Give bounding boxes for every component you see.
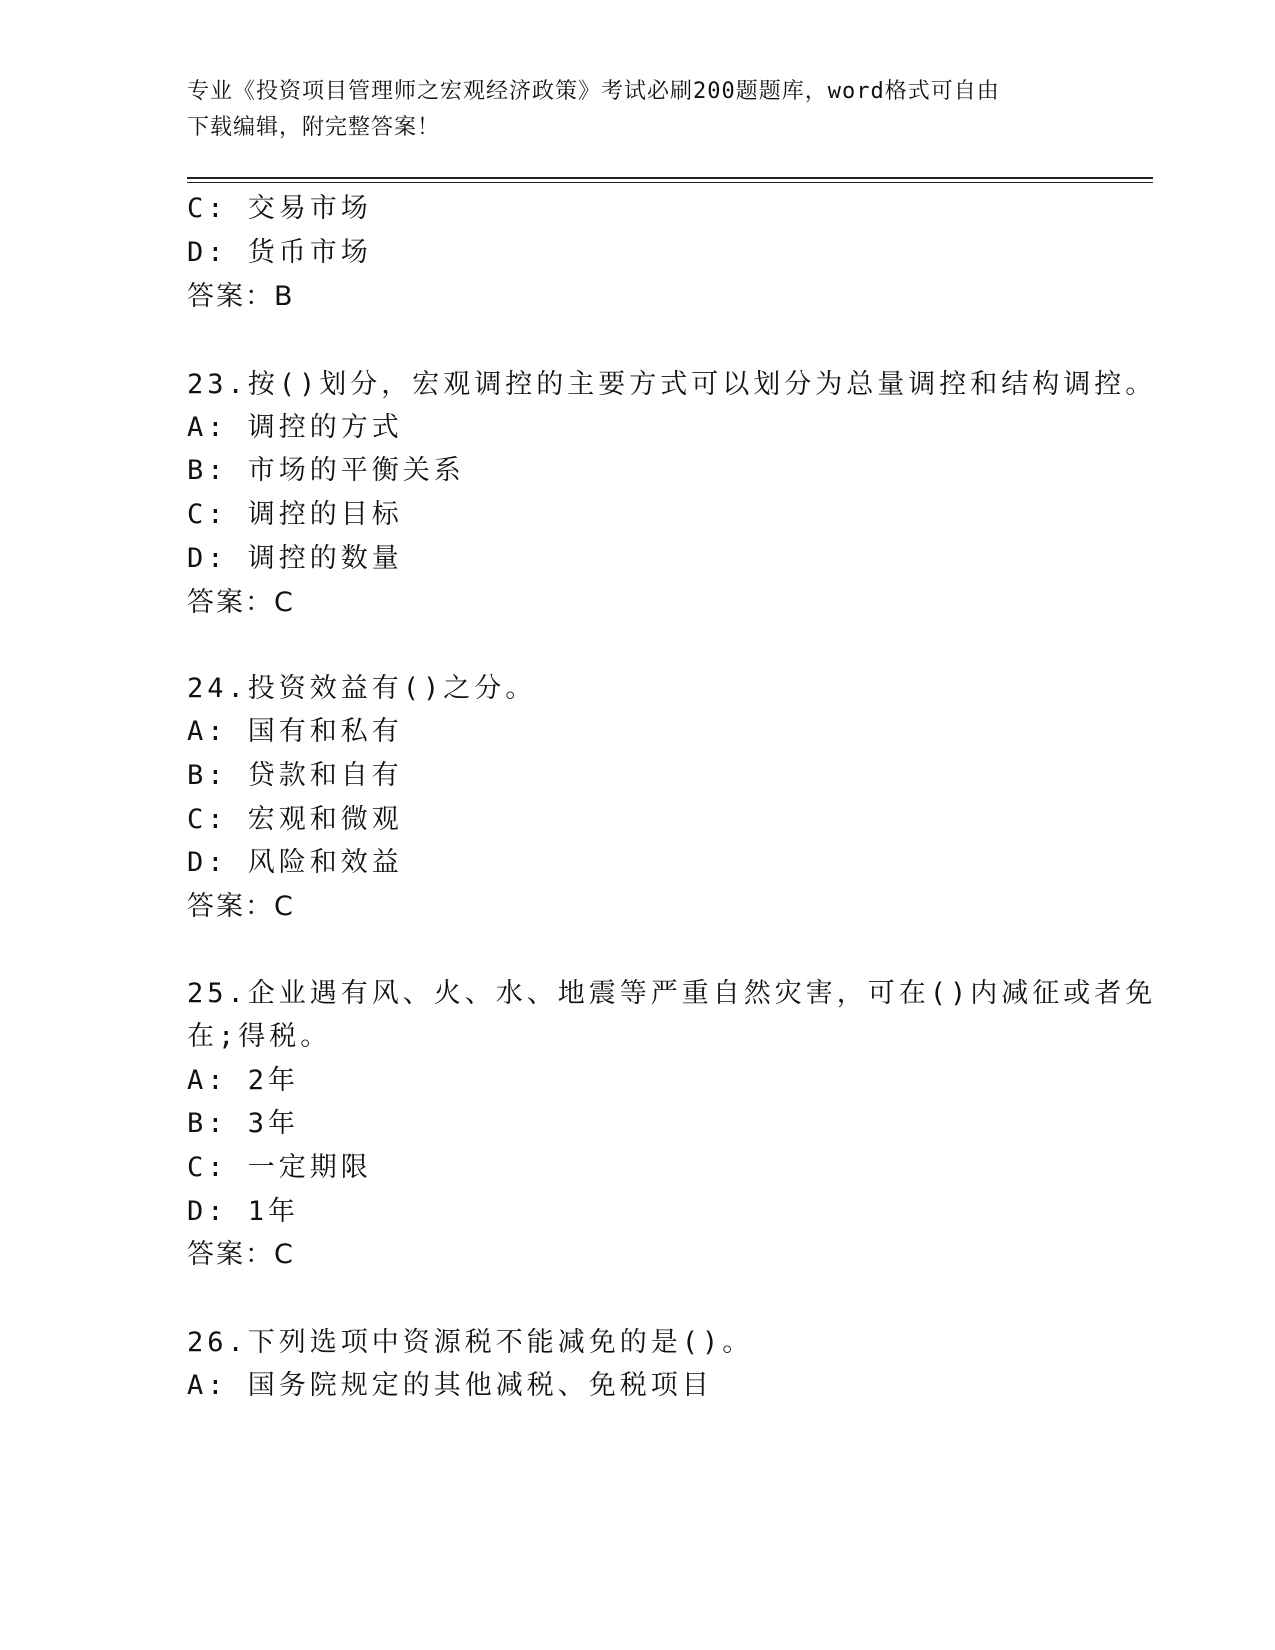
q23-stem: 23.按()划分，宏观调控的主要方式可以划分为总量调控和结构调控。 xyxy=(187,369,1157,400)
header-divider-thin xyxy=(187,182,1153,183)
q22-answer: 答案：B xyxy=(187,281,295,312)
q26-option-a: A: 国务院规定的其他减税、免税项目 xyxy=(187,1370,713,1401)
q24-option-c: C: 宏观和微观 xyxy=(187,804,403,835)
q23-option-c: C: 调控的目标 xyxy=(187,499,403,530)
header-divider-thick xyxy=(187,177,1153,179)
q24-option-d: D: 风险和效益 xyxy=(187,847,403,878)
q23-option-a: A: 调控的方式 xyxy=(187,412,403,443)
q24-stem: 24.投资效益有()之分。 xyxy=(187,673,537,704)
q22-option-d: D: 货币市场 xyxy=(187,237,372,268)
header-line-1: 专业《投资项目管理师之宏观经济政策》考试必刷200题题库，word格式可自由 xyxy=(187,79,1000,104)
header-line-2: 下载编辑，附完整答案！ xyxy=(187,115,441,140)
document-header xyxy=(187,74,1087,146)
q25-option-d: D: 1年 xyxy=(187,1196,300,1227)
q25-option-a: A: 2年 xyxy=(187,1065,300,1096)
q25-option-b: B: 3年 xyxy=(187,1108,300,1139)
q24-answer: 答案：C xyxy=(187,891,295,922)
q24-option-a: A: 国有和私有 xyxy=(187,716,403,747)
q22-option-c: C: 交易市场 xyxy=(187,193,372,224)
q23-answer: 答案：C xyxy=(187,587,295,618)
q25-stem-line-2: 在;得税。 xyxy=(187,1021,332,1052)
q25-answer: 答案：C xyxy=(187,1239,295,1270)
q25-option-c: C: 一定期限 xyxy=(187,1152,372,1183)
q26-stem: 26.下列选项中资源税不能减免的是()。 xyxy=(187,1327,754,1358)
q23-option-d: D: 调控的数量 xyxy=(187,543,403,574)
q23-option-b: B: 市场的平衡关系 xyxy=(187,455,465,486)
q25-stem-line-1: 25.企业遇有风、火、水、地震等严重自然灾害，可在()内减征或者免 xyxy=(187,978,1157,1009)
q24-option-b: B: 贷款和自有 xyxy=(187,760,403,791)
